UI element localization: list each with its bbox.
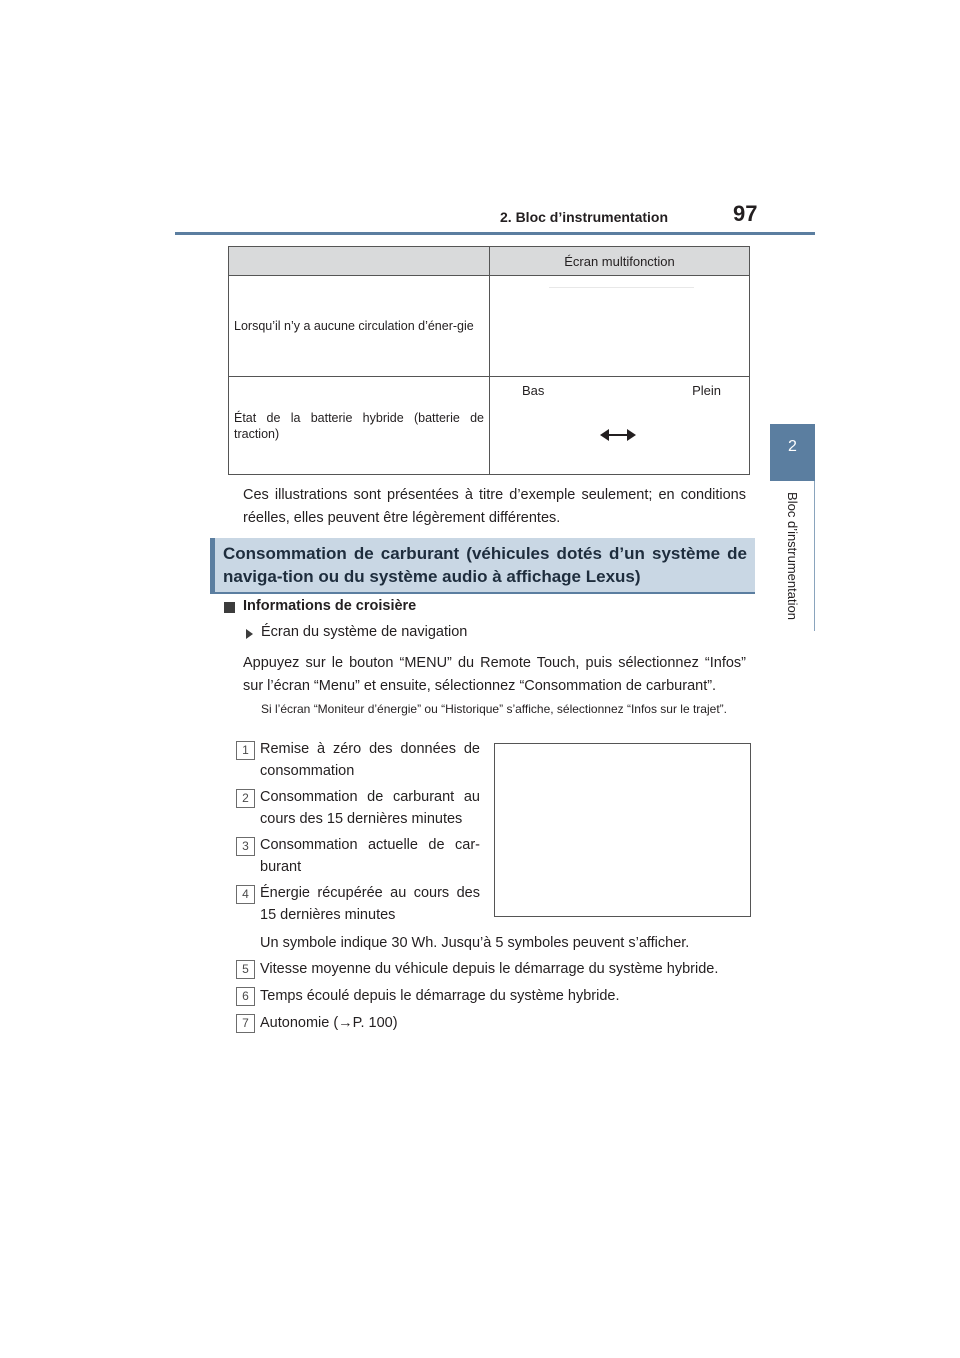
illustration-note: Ces illustrations sont présentées à titre d’exemple seulement; en conditions réelles, elles peuvent être légèrement différentes. [243, 487, 746, 526]
list-item-range-link[interactable]: Autonomie (→P. 100) [260, 1015, 398, 1031]
double-arrow-icon [600, 429, 636, 441]
bullet-navigation-screen: Écran du système de navigation [261, 624, 468, 640]
item-number-badge: 5 [236, 960, 255, 979]
item-number-badge: 4 [236, 885, 255, 904]
chapter-tab-rule [814, 481, 815, 631]
list-item: Vitesse moyenne du véhicule depuis le démarrage du système hybride. [260, 961, 719, 977]
chapter-label: Bloc d’instrumentation [785, 492, 800, 620]
chapter-number: 2 [788, 438, 797, 455]
table-header-multifunction: Écran multifonction [490, 247, 750, 276]
battery-gauge-cell [490, 377, 750, 475]
cruise-info-screen-illustration [494, 743, 751, 917]
section-title: 2. Bloc d’instrumentation [500, 209, 669, 225]
item-4-extra-note: Un symbole indique 30 Wh. Jusqu’à 5 symboles peuvent s’afficher. [260, 935, 690, 951]
item-number-badge: 3 [236, 837, 255, 856]
row-label-hybrid-battery: État de la batterie hybride (batterie de traction) [229, 377, 490, 475]
table-row [229, 377, 750, 475]
instruction-text: Appuyez sur le bouton “MENU” du Remote Touch, puis sélectionnez “Infos” sur l’écran “Menu” et ensuite, sélectionnez “Consommation de carburant”. [243, 655, 746, 694]
item-number-badge: 1 [236, 741, 255, 760]
small-note: Si l’écran “Moniteur d’énergie” ou “Historique” s’affiche, sélectionnez “Infos sur le trajet”. [261, 702, 727, 716]
row-label-no-energy-flow: Lorsqu’il n’y a aucune circulation d’éner-gie [229, 276, 490, 377]
table-row [229, 276, 750, 377]
list-item: Consommation actuelle de car-burant [260, 837, 480, 875]
item-number-badge: 6 [236, 987, 255, 1006]
section-heading: Consommation de carburant (véhicules dotés d’un système de naviga-tion ou du système audio à affichage Lexus) [223, 544, 747, 586]
triangle-bullet-icon [246, 629, 253, 639]
item-number-badge: 7 [236, 1014, 255, 1033]
display-illustration-no-energy [490, 276, 750, 377]
subsection-title: Informations de croisière [243, 598, 417, 614]
item-number-badge: 2 [236, 789, 255, 808]
square-bullet-icon [224, 602, 235, 613]
list-item: Temps écoulé depuis le démarrage du système hybride. [260, 988, 620, 1004]
list-item: Énergie récupérée au cours des 15 dernières minutes [260, 885, 480, 923]
gauge-low-label: Bas [522, 383, 545, 398]
display-placeholder-line [549, 287, 694, 288]
table-header-empty [229, 247, 490, 276]
page-number: 97 [733, 201, 758, 226]
list-item: Remise à zéro des données de consommation [260, 741, 480, 779]
list-item: Consommation de carburant au cours des 15 dernières minutes [260, 789, 480, 827]
header-rule [175, 232, 815, 235]
gauge-full-label: Plein [692, 383, 721, 398]
multifunction-display-table [228, 246, 750, 475]
